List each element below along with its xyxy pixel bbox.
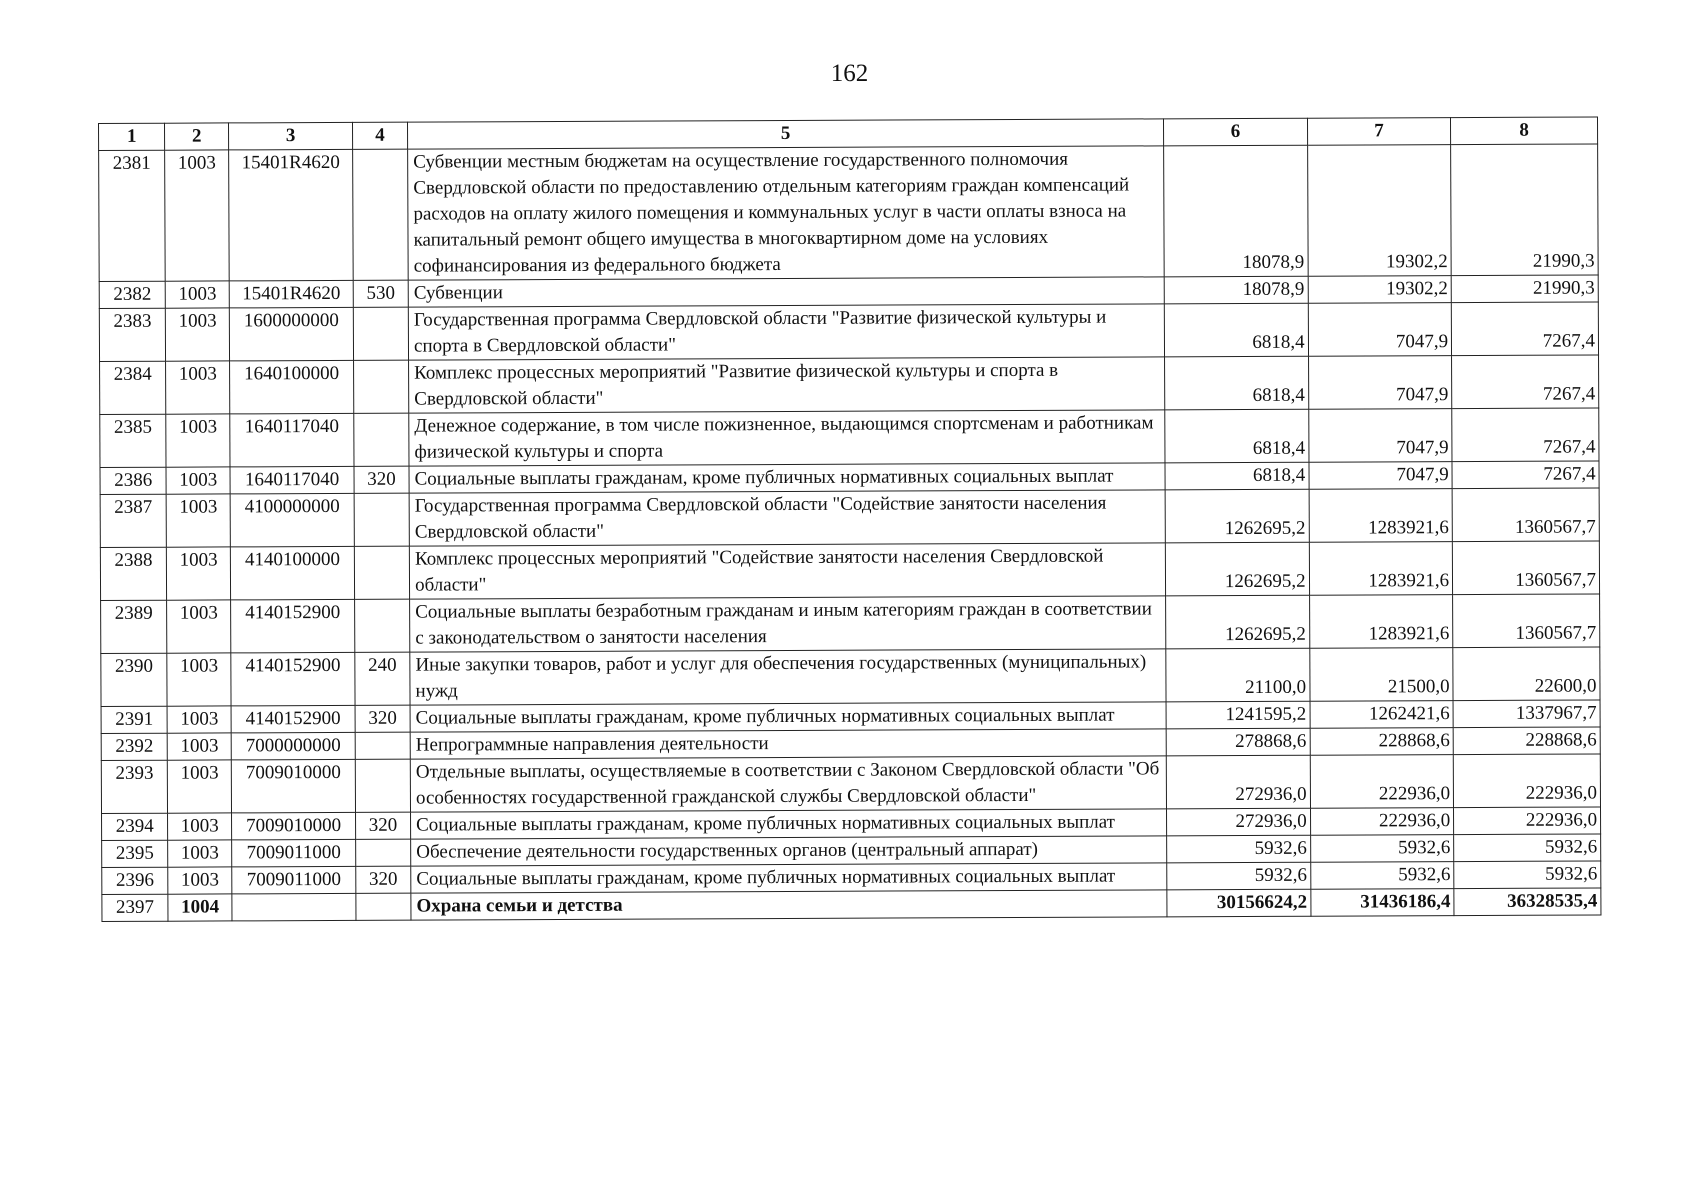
amount-col-7-cell: 222936,0 bbox=[1310, 755, 1454, 809]
amount-col-8-cell: 5932,6 bbox=[1454, 861, 1601, 889]
target-code-cell: 15401R4620 bbox=[229, 280, 353, 308]
amount-col-8-cell: 222936,0 bbox=[1454, 807, 1601, 835]
amount-col-7-cell: 222936,0 bbox=[1310, 808, 1454, 836]
item-name-cell: Социальные выплаты гражданам, кроме публичных нормативных социальных выплат bbox=[411, 863, 1167, 893]
expense-type-cell bbox=[354, 546, 409, 599]
section-code-cell: 1003 bbox=[166, 308, 230, 361]
table-row bbox=[100, 488, 1599, 548]
amount-col-6-cell: 5932,6 bbox=[1167, 862, 1311, 890]
amount-col-8-cell: 222936,0 bbox=[1453, 754, 1600, 808]
row-number-cell: 2386 bbox=[100, 467, 166, 494]
row-number-cell: 2381 bbox=[99, 150, 166, 281]
target-code-cell: 4140100000 bbox=[231, 546, 355, 600]
amount-col-6-cell: 18078,9 bbox=[1164, 276, 1308, 304]
target-code-cell: 15401R4620 bbox=[229, 149, 353, 281]
section-code-cell: 1003 bbox=[166, 414, 230, 467]
expense-type-cell bbox=[354, 599, 409, 652]
row-number-cell: 2395 bbox=[102, 840, 168, 867]
item-name-cell: Комплекс процессных мероприятий "Развитие физической культуры и спорта в Свердловской области" bbox=[409, 357, 1165, 413]
section-code-cell: 1003 bbox=[167, 547, 231, 600]
amount-col-8-cell: 7267,4 bbox=[1451, 302, 1598, 356]
table-row bbox=[99, 144, 1599, 282]
amount-col-8-cell: 1360567,7 bbox=[1452, 541, 1599, 595]
amount-col-7-cell: 1283921,6 bbox=[1309, 542, 1453, 596]
amount-col-7-cell: 21500,0 bbox=[1309, 648, 1453, 702]
page-number: 162 bbox=[830, 60, 869, 87]
expense-type-cell bbox=[355, 732, 410, 759]
amount-col-8-cell: 1360567,7 bbox=[1453, 594, 1600, 648]
amount-col-8-cell: 7267,4 bbox=[1452, 461, 1599, 489]
target-code-cell: 1600000000 bbox=[230, 307, 354, 361]
target-code-cell bbox=[232, 893, 356, 921]
amount-col-7-cell: 5932,6 bbox=[1310, 835, 1454, 863]
amount-col-7-cell: 5932,6 bbox=[1310, 862, 1454, 890]
amount-col-6-cell: 272936,0 bbox=[1167, 808, 1311, 836]
target-code-cell: 7009010000 bbox=[232, 812, 356, 840]
expense-type-cell bbox=[354, 413, 409, 466]
section-code-cell: 1003 bbox=[167, 733, 231, 760]
item-name-cell: Обеспечение деятельности государственных органов (центральный аппарат) bbox=[411, 836, 1167, 866]
table-body bbox=[99, 144, 1601, 922]
target-code-cell: 7000000000 bbox=[231, 732, 355, 760]
row-number-cell: 2392 bbox=[101, 733, 167, 760]
item-name-cell: Денежное содержание, в том числе пожизненное, выдающимся спортсменам и работникам физической культуры и спорта bbox=[409, 410, 1165, 466]
item-name-cell: Социальные выплаты гражданам, кроме публичных нормативных социальных выплат bbox=[410, 702, 1166, 732]
item-name-cell: Государственная программа Свердловской области "Развитие физической культуры и спорта в Свердловской области" bbox=[408, 304, 1164, 360]
section-code-cell: 1003 bbox=[168, 813, 232, 840]
row-number-cell: 2390 bbox=[101, 653, 167, 706]
row-number-cell: 2396 bbox=[102, 867, 168, 894]
amount-col-6-cell: 272936,0 bbox=[1166, 755, 1310, 809]
table-row bbox=[101, 754, 1600, 814]
item-name-cell: Социальные выплаты безработным гражданам и иным категориям граждан в соответствии с законодательством о занятости населения bbox=[410, 596, 1166, 652]
item-name-cell: Охрана семьи и детства bbox=[411, 890, 1167, 920]
section-code-cell: 1003 bbox=[165, 281, 229, 308]
amount-col-8-cell: 21990,3 bbox=[1451, 144, 1598, 276]
row-number-cell: 2389 bbox=[101, 600, 167, 653]
section-code-cell: 1003 bbox=[166, 494, 230, 547]
amount-col-8-cell: 1360567,7 bbox=[1452, 488, 1599, 542]
expense-type-cell bbox=[355, 839, 410, 866]
item-name-cell: Социальные выплаты гражданам, кроме публичных нормативных социальных выплат bbox=[409, 463, 1165, 493]
header-col-8: 8 bbox=[1451, 117, 1598, 145]
target-code-cell: 7009011000 bbox=[232, 866, 356, 894]
expense-type-cell: 320 bbox=[355, 812, 410, 839]
expense-type-cell: 320 bbox=[354, 466, 409, 493]
row-number-cell: 2391 bbox=[101, 706, 167, 733]
amount-col-6-cell: 1262695,2 bbox=[1166, 595, 1310, 649]
item-name-cell: Субвенции местным бюджетам на осуществление государственного полномочия Свердловской области по предоставлению отдельным категориям граждан компенсаций расходов на оплату жилого помещения и коммунальных услуг в части оплаты взноса на капитальный ремонт общего имущества в многоквартирном доме на условиях софинансирования из федерального бюджета bbox=[408, 146, 1165, 280]
header-col-4: 4 bbox=[352, 122, 407, 149]
header-col-5: 5 bbox=[408, 119, 1164, 149]
item-name-cell: Непрограммные направления деятельности bbox=[410, 729, 1166, 759]
budget-table bbox=[98, 116, 1601, 922]
amount-col-6-cell: 6818,4 bbox=[1165, 356, 1309, 410]
row-number-cell: 2397 bbox=[102, 894, 168, 921]
target-code-cell: 4140152900 bbox=[231, 705, 355, 733]
amount-col-7-cell: 228868,6 bbox=[1310, 728, 1454, 756]
header-col-7: 7 bbox=[1307, 118, 1451, 146]
row-number-cell: 2393 bbox=[101, 760, 167, 813]
section-code-cell: 1003 bbox=[168, 840, 232, 867]
row-number-cell: 2383 bbox=[99, 308, 165, 361]
section-code-cell: 1003 bbox=[166, 467, 230, 494]
table-row bbox=[101, 647, 1600, 707]
amount-col-7-cell: 1262421,6 bbox=[1310, 701, 1454, 729]
expense-type-cell: 320 bbox=[356, 866, 411, 893]
header-col-2: 2 bbox=[165, 123, 229, 150]
table-row bbox=[99, 302, 1598, 362]
amount-col-7-cell: 7047,9 bbox=[1308, 356, 1452, 410]
expense-type-cell bbox=[354, 493, 409, 546]
section-code-cell: 1003 bbox=[167, 600, 231, 653]
item-name-cell: Социальные выплаты гражданам, кроме публичных нормативных социальных выплат bbox=[411, 809, 1167, 839]
amount-col-6-cell: 278868,6 bbox=[1166, 728, 1310, 756]
header-col-6: 6 bbox=[1164, 118, 1308, 146]
item-name-cell: Субвенции bbox=[408, 277, 1164, 307]
amount-col-8-cell: 22600,0 bbox=[1453, 647, 1600, 701]
expense-type-cell: 240 bbox=[355, 652, 410, 705]
row-number-cell: 2384 bbox=[100, 361, 166, 414]
amount-col-8-cell: 36328535,4 bbox=[1454, 888, 1601, 916]
header-col-3: 3 bbox=[229, 122, 353, 150]
expense-type-cell bbox=[353, 360, 408, 413]
target-code-cell: 7009011000 bbox=[232, 839, 356, 867]
row-number-cell: 2382 bbox=[99, 281, 165, 308]
table-row bbox=[101, 594, 1600, 654]
expense-type-cell: 530 bbox=[353, 280, 408, 307]
table-row bbox=[100, 541, 1599, 601]
row-number-cell: 2387 bbox=[100, 494, 166, 547]
item-name-cell: Комплекс процессных мероприятий "Содействие занятости населения Свердловской области" bbox=[409, 543, 1165, 599]
header-col-1: 1 bbox=[99, 123, 165, 150]
amount-col-7-cell: 1283921,6 bbox=[1309, 489, 1453, 543]
amount-col-6-cell: 30156624,2 bbox=[1167, 889, 1311, 917]
section-code-cell: 1003 bbox=[166, 361, 230, 414]
target-code-cell: 4100000000 bbox=[230, 493, 354, 547]
expense-type-cell bbox=[356, 893, 411, 920]
target-code-cell: 4140152900 bbox=[231, 652, 355, 706]
table-row bbox=[100, 408, 1599, 468]
amount-col-6-cell: 18078,9 bbox=[1164, 145, 1308, 277]
item-name-cell: Иные закупки товаров, работ и услуг для обеспечения государственных (муниципальных) нужд bbox=[410, 649, 1166, 705]
item-name-cell: Отдельные выплаты, осуществляемые в соответствии с Законом Свердловской области "Об особенностях государственной гражданской службы Свердловской области" bbox=[410, 756, 1166, 812]
amount-col-8-cell: 7267,4 bbox=[1452, 355, 1599, 409]
table-row bbox=[100, 355, 1599, 415]
section-code-cell: 1003 bbox=[165, 150, 230, 281]
amount-col-7-cell: 19302,2 bbox=[1307, 145, 1451, 277]
budget-table-wrapper bbox=[98, 116, 1601, 922]
amount-col-8-cell: 1337967,7 bbox=[1453, 700, 1600, 728]
expense-type-cell bbox=[355, 759, 410, 812]
amount-col-6-cell: 1262695,2 bbox=[1165, 542, 1309, 596]
expense-type-cell bbox=[352, 149, 408, 280]
target-code-cell: 7009010000 bbox=[232, 759, 356, 813]
amount-col-6-cell: 6818,4 bbox=[1165, 409, 1309, 463]
amount-col-7-cell: 19302,2 bbox=[1308, 276, 1452, 304]
section-code-cell: 1003 bbox=[167, 653, 231, 706]
section-code-cell: 1003 bbox=[167, 760, 231, 813]
amount-col-6-cell: 1262695,2 bbox=[1165, 489, 1309, 543]
amount-col-6-cell: 1241595,2 bbox=[1166, 701, 1310, 729]
row-number-cell: 2385 bbox=[100, 414, 166, 467]
amount-col-6-cell: 21100,0 bbox=[1166, 648, 1310, 702]
item-name-cell: Государственная программа Свердловской области "Содействие занятости населения Свердловской области" bbox=[409, 490, 1165, 546]
section-code-cell: 1003 bbox=[168, 867, 232, 894]
amount-col-7-cell: 1283921,6 bbox=[1309, 595, 1453, 649]
section-code-cell: 1003 bbox=[167, 706, 231, 733]
amount-col-8-cell: 7267,4 bbox=[1452, 408, 1599, 462]
row-number-cell: 2388 bbox=[100, 547, 166, 600]
amount-col-6-cell: 6818,4 bbox=[1164, 303, 1308, 357]
amount-col-7-cell: 7047,9 bbox=[1308, 409, 1452, 463]
expense-type-cell: 320 bbox=[355, 705, 410, 732]
amount-col-6-cell: 6818,4 bbox=[1165, 462, 1309, 490]
section-code-cell: 1004 bbox=[168, 894, 232, 921]
row-number-cell: 2394 bbox=[102, 813, 168, 840]
expense-type-cell bbox=[353, 307, 408, 360]
amount-col-6-cell: 5932,6 bbox=[1167, 835, 1311, 863]
target-code-cell: 4140152900 bbox=[231, 599, 355, 653]
amount-col-8-cell: 228868,6 bbox=[1453, 727, 1600, 755]
amount-col-7-cell: 31436186,4 bbox=[1310, 889, 1454, 917]
amount-col-8-cell: 5932,6 bbox=[1454, 834, 1601, 862]
target-code-cell: 1640100000 bbox=[230, 360, 354, 414]
target-code-cell: 1640117040 bbox=[230, 466, 354, 494]
amount-col-7-cell: 7047,9 bbox=[1309, 462, 1453, 490]
amount-col-7-cell: 7047,9 bbox=[1308, 303, 1452, 357]
target-code-cell: 1640117040 bbox=[230, 413, 354, 467]
amount-col-8-cell: 21990,3 bbox=[1451, 275, 1598, 303]
